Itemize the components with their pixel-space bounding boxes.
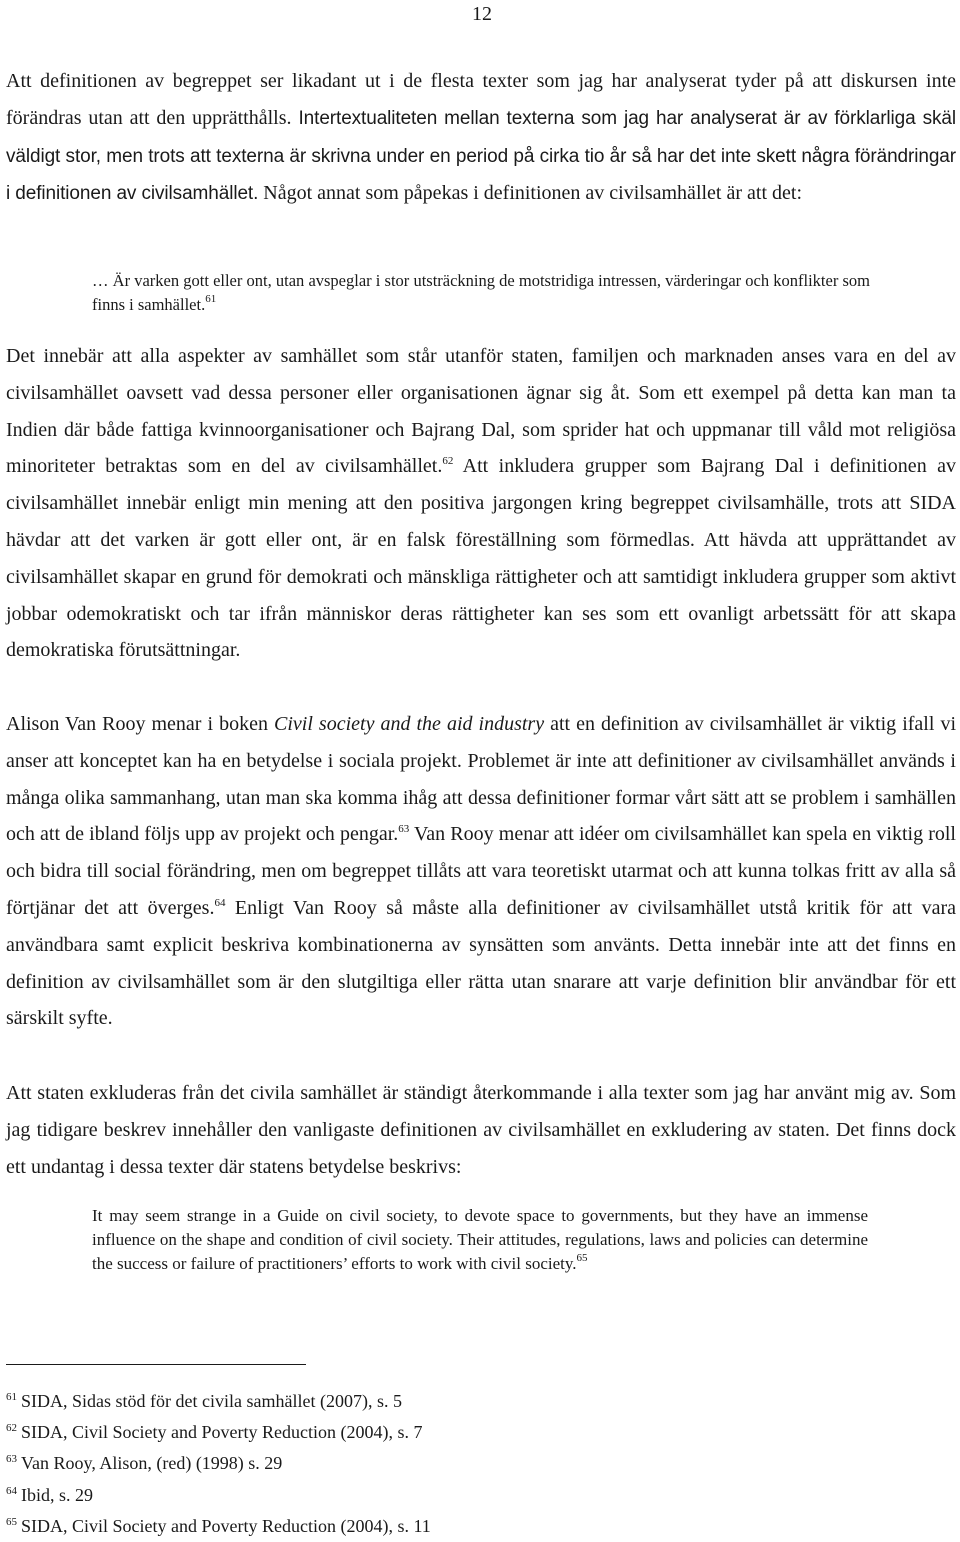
book-title: Civil society and the aid industry: [274, 713, 545, 735]
footnote-item: [6, 1480, 706, 1511]
footnote-text: SIDA, Civil Society and Poverty Reduction (2004), s. 7: [21, 1422, 423, 1443]
footnote-number: 61: [6, 1391, 17, 1403]
footnote-text: Ibid, s. 29: [21, 1484, 93, 1505]
block-quote-guide: [92, 1204, 868, 1276]
footnote-reference[interactable]: 61: [205, 293, 217, 305]
footnote-item: [6, 1417, 706, 1448]
footnote-number: 64: [6, 1484, 17, 1497]
footnotes-list: [6, 1386, 706, 1542]
paragraph-text: Att inkludera grupper som Bajrang Dal i definitionen av civilsamhället innebär enligt min mening att den positiva jargongen kring begreppet civilsamhälle, trots att SIDA hävdar att det varken är gott eller ont, är en falsk föreställning som förmedlas. Att hävda att upprättandet av civilsamhället skapar en grund för demokrati och mänskliga rättigheter och att samtidigt inkludera grupper som aktivt jobbar odemokratiskt och tar ifrån människor deras rättigheter kan ses som ett ovanligt arbetssätt för att skapa demokratiska förutsättningar.: [6, 455, 956, 662]
paragraph-text: att en definition av civilsamhället är viktig ifall vi anser att konceptet kan ha en betydelse i sociala projekt. Problemet är inte att definitioner av civilsamhället används i många olika sammanhang, utan man ska komma ihåg att dessa definitioner formar vårt sätt att se problem i samhällen och att de ibland följs upp av projekt och pengar.: [6, 713, 956, 846]
footnote-number: 65: [6, 1515, 17, 1528]
footnote-divider: [6, 1364, 306, 1365]
footnote-item: [6, 1448, 706, 1479]
paragraph-text: Att definitionen av begreppet ser likadant ut i de flesta texter som jag har analyserat tyder på att diskursen inte förändras utan att den upprätthålls.: [6, 70, 956, 129]
quote-text: … Är varken gott eller ont, utan avspeglar i stor utsträckning de motstridiga intressen, värderingar och konflikter som finns i samhället.: [92, 271, 870, 314]
footnote-item: [6, 1511, 706, 1542]
paragraph-definition-discourse: [6, 63, 956, 213]
quote-text: It may seem strange in a Guide on civil society, to devote space to governments, but they have an immense influence on the shape and condition of civil society. Their attitudes, regulations, laws and policies can determine the success or failure of practitioners’ efforts to work with civil society.: [92, 1206, 868, 1273]
footnote-reference[interactable]: 62: [442, 455, 454, 468]
footnote-reference[interactable]: 65: [576, 1252, 588, 1264]
paragraph-text: Enligt Van Rooy så måste alla definitioner av civilsamhället utstå kritik för att vara användbara samt explicit beskriva kombinationerna av synsätten som använts. Detta innebär inte att det finns en definition av civilsamhället som är den slutgiltiga eller rätta utan snarare att varje definition blir användbar för ett särskilt syfte.: [6, 896, 957, 1030]
paragraph-text: Van Rooy menar att idéer om civilsamhället kan spela en viktig roll och bidra till social förändring, men om begreppet tillåts att vara teoretiskt utarmat och att kunna tolkas fritt av alla så förtjänar det att överges.: [6, 823, 956, 919]
paragraph-text: Det innebär att alla aspekter av samhället som står utanför staten, familjen och marknaden anses vara en del av civilsamhället oavsett vad dessa personer eller organisationen ägnar sig åt. Som ett exempel på detta kan man ta Indien där både fattiga kvinnoorganisationer och Bajrang Dal, som sprider hat och uppmanar till våld mot religiösa minoriteter betraktas som en del av civilsamhället.: [6, 345, 956, 478]
block-quote-sida: [92, 269, 870, 317]
footnote-text: SIDA, Sidas stöd för det civila samhället (2007), s. 5: [21, 1391, 402, 1411]
paragraph-van-rooy: [6, 706, 956, 1037]
footnote-number: 62: [6, 1422, 17, 1435]
footnote-text: Van Rooy, Alison, (red) (1998) s. 29: [21, 1453, 283, 1474]
paragraph-text: Att staten exkluderas från det civila samhället är ständigt återkommande i alla texter som jag har använt mig av. Som jag tidigare beskrev innehåller den vanligaste definitionen av civilsamhället en exkludering av staten. Det finns dock ett undantag i dessa texter där statens betydelse beskrivs:: [6, 1082, 956, 1178]
paragraph-civil-society-aspects: [6, 338, 956, 669]
paragraph-text-sans: Intertextualiteten mellan texterna som jag har analyserat är av förklarliga skäl väldigt stor, men trots att texterna är skrivna under en period på cirka tio år så har det inte skett några förändringar i definitionen av civilsamhället.: [6, 107, 956, 205]
footnote-item: [6, 1386, 706, 1417]
paragraph-state-exclusion: [6, 1075, 956, 1185]
footnote-reference[interactable]: 63: [398, 823, 410, 836]
footnote-text: SIDA, Civil Society and Poverty Reduction (2004), s. 11: [21, 1515, 431, 1536]
page-number: 12: [472, 3, 492, 25]
paragraph-text: Alison Van Rooy menar i boken: [6, 713, 274, 735]
paragraph-text: Något annat som påpekas i definitionen av civilsamhället är att det:: [258, 182, 803, 205]
footnote-reference[interactable]: 64: [214, 896, 226, 909]
footnote-number: 63: [6, 1453, 17, 1466]
